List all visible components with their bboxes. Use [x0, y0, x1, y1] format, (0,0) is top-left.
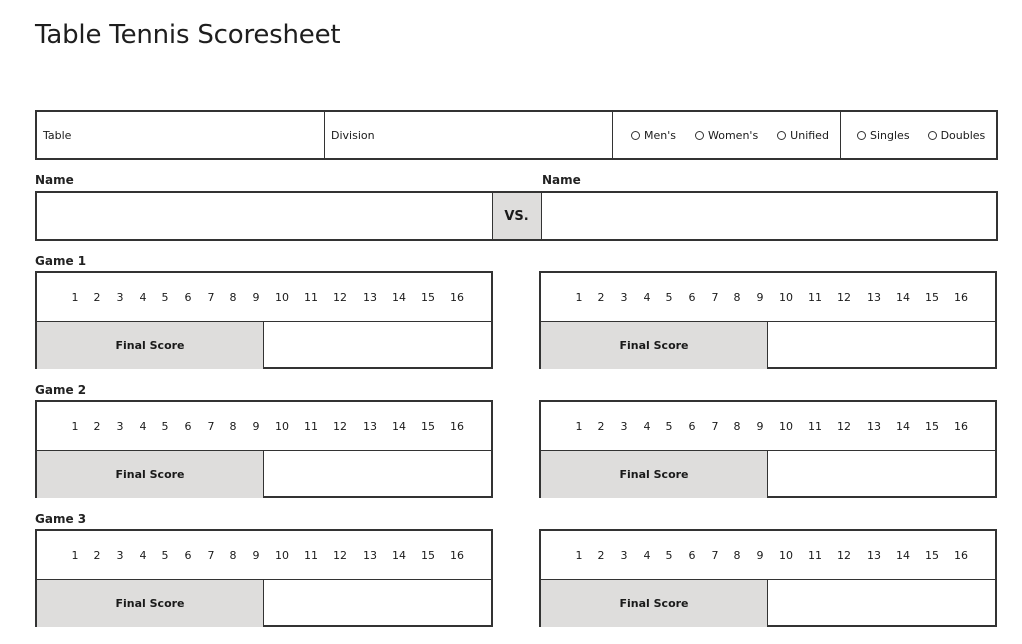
point-number[interactable]: 7	[207, 291, 215, 304]
point-number[interactable]: 11	[304, 420, 318, 433]
womens-label: Women's	[708, 128, 759, 142]
point-number[interactable]: 5	[161, 420, 169, 433]
point-number[interactable]: 14	[392, 420, 406, 433]
point-number[interactable]: 5	[665, 420, 673, 433]
point-number[interactable]: 4	[139, 291, 147, 304]
point-number[interactable]: 4	[643, 549, 651, 562]
doubles-label: Doubles	[940, 128, 986, 142]
radio-icon	[777, 131, 786, 140]
point-track	[37, 402, 491, 451]
game-label: Game 2	[35, 383, 87, 397]
point-number[interactable]: 4	[139, 549, 147, 562]
point-number[interactable]: 15	[421, 420, 435, 433]
left-name-label: Name	[35, 173, 74, 187]
point-number[interactable]: 15	[421, 549, 435, 562]
game-3-right-scorebox	[539, 529, 997, 627]
point-number[interactable]: 9	[252, 291, 260, 304]
division-field[interactable]	[325, 112, 613, 158]
point-number[interactable]: 6	[688, 420, 696, 433]
point-number[interactable]: 3	[116, 291, 124, 304]
point-number[interactable]: 14	[392, 549, 406, 562]
point-number[interactable]: 12	[837, 549, 851, 562]
category-options	[613, 112, 841, 158]
final-score-input[interactable]	[768, 322, 995, 369]
point-number[interactable]: 1	[71, 549, 79, 562]
point-number[interactable]: 12	[837, 420, 851, 433]
right-player-name-input[interactable]	[542, 193, 997, 239]
point-number[interactable]: 13	[363, 549, 377, 562]
final-score-label: Final Score	[37, 580, 264, 627]
doubles-option[interactable]	[928, 129, 986, 142]
point-number[interactable]: 9	[252, 549, 260, 562]
singles-option[interactable]	[857, 129, 910, 142]
format-options	[841, 112, 996, 158]
final-score-input[interactable]	[264, 580, 491, 627]
point-number[interactable]: 10	[275, 420, 289, 433]
point-number[interactable]: 6	[688, 549, 696, 562]
point-number[interactable]: 8	[733, 420, 741, 433]
point-track	[541, 531, 995, 580]
page-title: Table Tennis Scoresheet	[35, 20, 341, 50]
match-info-row	[35, 110, 998, 160]
point-number[interactable]: 5	[161, 549, 169, 562]
game-2-left-scorebox	[35, 400, 493, 498]
point-number[interactable]: 5	[161, 291, 169, 304]
point-number[interactable]: 6	[688, 291, 696, 304]
mens-label: Men's	[644, 128, 676, 142]
point-number[interactable]: 12	[333, 549, 347, 562]
point-number[interactable]: 5	[665, 291, 673, 304]
point-number[interactable]: 14	[896, 549, 910, 562]
table-field[interactable]	[37, 112, 325, 158]
point-number[interactable]: 2	[597, 549, 605, 562]
point-number[interactable]: 8	[733, 291, 741, 304]
point-number[interactable]: 8	[229, 420, 237, 433]
point-number[interactable]: 11	[808, 420, 822, 433]
point-number[interactable]: 10	[779, 549, 793, 562]
radio-icon	[695, 131, 704, 140]
point-number[interactable]: 16	[954, 291, 968, 304]
point-number[interactable]: 13	[867, 291, 881, 304]
point-number[interactable]: 2	[597, 291, 605, 304]
point-number[interactable]: 12	[837, 291, 851, 304]
mens-option[interactable]	[631, 129, 676, 142]
final-score-input[interactable]	[264, 322, 491, 369]
point-number[interactable]: 14	[392, 291, 406, 304]
radio-icon	[631, 131, 640, 140]
point-number[interactable]: 8	[229, 549, 237, 562]
point-number[interactable]: 2	[93, 291, 101, 304]
point-number[interactable]: 1	[71, 291, 79, 304]
point-number[interactable]: 2	[93, 420, 101, 433]
point-number[interactable]: 9	[252, 420, 260, 433]
game-label: Game 3	[35, 512, 87, 526]
game-3-left-scorebox	[35, 529, 493, 627]
point-number[interactable]: 13	[867, 549, 881, 562]
point-number[interactable]: 3	[116, 420, 124, 433]
point-number[interactable]: 7	[207, 549, 215, 562]
point-number[interactable]: 7	[711, 291, 719, 304]
point-number[interactable]: 9	[756, 291, 764, 304]
point-number[interactable]: 7	[711, 549, 719, 562]
point-number[interactable]: 13	[363, 420, 377, 433]
point-number[interactable]: 3	[116, 549, 124, 562]
point-number[interactable]: 11	[808, 291, 822, 304]
table-label: Table	[43, 128, 72, 142]
point-number[interactable]: 16	[954, 549, 968, 562]
point-number[interactable]: 14	[896, 420, 910, 433]
singles-label: Singles	[870, 128, 910, 142]
final-score-label: Final Score	[541, 580, 768, 627]
division-label: Division	[331, 128, 375, 142]
radio-icon	[928, 131, 937, 140]
point-number[interactable]: 10	[779, 420, 793, 433]
womens-option[interactable]	[695, 129, 758, 142]
point-number[interactable]: 11	[304, 549, 318, 562]
point-number[interactable]: 7	[711, 420, 719, 433]
point-number[interactable]: 2	[597, 420, 605, 433]
point-number[interactable]: 3	[620, 549, 628, 562]
point-track	[37, 531, 491, 580]
point-number[interactable]: 12	[333, 420, 347, 433]
point-number[interactable]: 11	[304, 291, 318, 304]
point-number[interactable]: 10	[275, 291, 289, 304]
point-number[interactable]: 1	[575, 549, 583, 562]
final-score-label: Final Score	[37, 451, 264, 498]
point-number[interactable]: 8	[229, 291, 237, 304]
final-score-label: Final Score	[37, 322, 264, 369]
point-number[interactable]: 15	[925, 549, 939, 562]
point-number[interactable]: 13	[867, 420, 881, 433]
point-number[interactable]: 4	[643, 291, 651, 304]
point-number[interactable]: 8	[733, 549, 741, 562]
point-number[interactable]: 3	[620, 291, 628, 304]
final-score-label: Final Score	[541, 322, 768, 369]
final-score-input[interactable]	[768, 580, 995, 627]
point-number[interactable]: 2	[93, 549, 101, 562]
point-number[interactable]: 16	[450, 291, 464, 304]
point-number[interactable]: 10	[779, 291, 793, 304]
point-number[interactable]: 7	[207, 420, 215, 433]
final-score-input[interactable]	[264, 451, 491, 498]
point-number[interactable]: 4	[643, 420, 651, 433]
point-number[interactable]: 15	[925, 420, 939, 433]
point-number[interactable]: 1	[71, 420, 79, 433]
point-track	[541, 273, 995, 322]
point-track	[37, 273, 491, 322]
point-number[interactable]: 12	[333, 291, 347, 304]
point-number[interactable]: 16	[954, 420, 968, 433]
point-number[interactable]: 1	[575, 291, 583, 304]
right-name-label: Name	[542, 173, 581, 187]
point-track	[541, 402, 995, 451]
point-number[interactable]: 9	[756, 549, 764, 562]
point-number[interactable]: 15	[925, 291, 939, 304]
players-row	[35, 191, 998, 241]
point-number[interactable]: 3	[620, 420, 628, 433]
game-label: Game 1	[35, 254, 87, 268]
point-number[interactable]: 1	[575, 420, 583, 433]
point-number[interactable]: 11	[808, 549, 822, 562]
point-number[interactable]: 16	[450, 549, 464, 562]
point-number[interactable]: 16	[450, 420, 464, 433]
left-player-name-input[interactable]	[37, 193, 492, 239]
point-number[interactable]: 10	[275, 549, 289, 562]
game-1-left-scorebox	[35, 271, 493, 369]
unified-option[interactable]	[777, 129, 829, 142]
unified-label: Unified	[790, 128, 829, 142]
point-number[interactable]: 13	[363, 291, 377, 304]
game-1-right-scorebox	[539, 271, 997, 369]
final-score-input[interactable]	[768, 451, 995, 498]
radio-icon	[857, 131, 866, 140]
final-score-label: Final Score	[541, 451, 768, 498]
point-number[interactable]: 15	[421, 291, 435, 304]
point-number[interactable]: 6	[184, 420, 192, 433]
point-number[interactable]: 6	[184, 549, 192, 562]
point-number[interactable]: 14	[896, 291, 910, 304]
vs-label: VS.	[492, 193, 542, 239]
game-2-right-scorebox	[539, 400, 997, 498]
point-number[interactable]: 4	[139, 420, 147, 433]
point-number[interactable]: 6	[184, 291, 192, 304]
point-number[interactable]: 9	[756, 420, 764, 433]
point-number[interactable]: 5	[665, 549, 673, 562]
